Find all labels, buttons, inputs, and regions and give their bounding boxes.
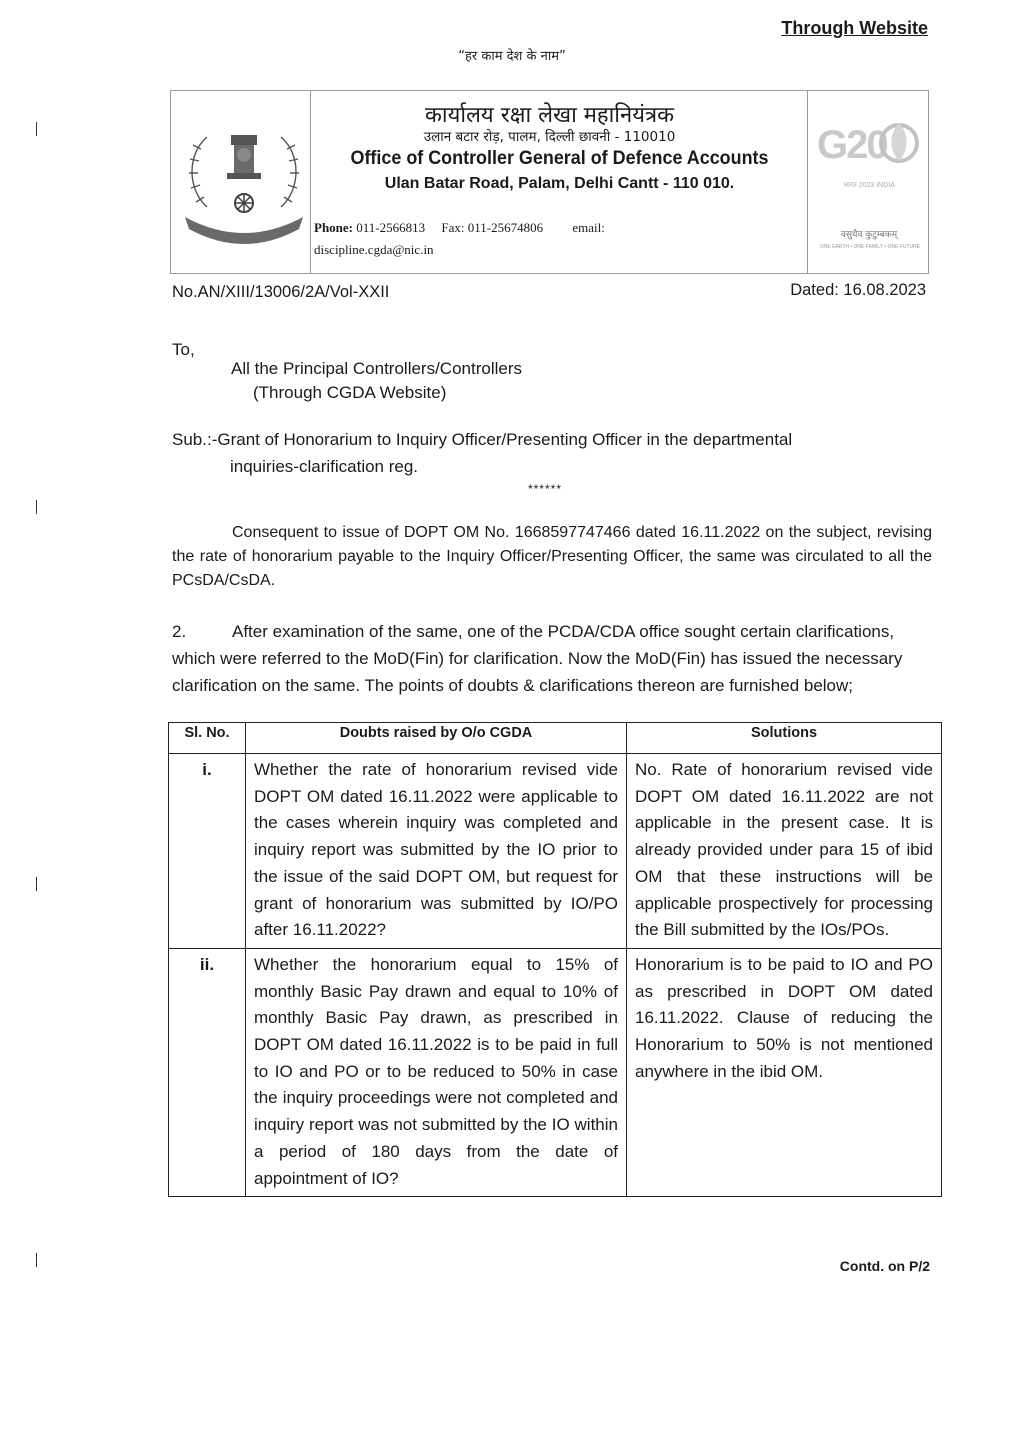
subject [172, 426, 932, 480]
row-doubt: Whether the honorarium equal to 15% of monthly Basic Pay drawn and equal to 10% of monthly Basic Pay drawn, as prescribed in DOPT OM dated 16.11.2022 is to be paid in full to IO and PO or to be reduced to 50% in case the inquiry proceedings were not completed and inquiry report was not submitted by the IO within a period of 180 days from the date of appointment of IO? [246, 948, 627, 1196]
subject-line-1: Sub.:-Grant of Honorarium to Inquiry Officer/Presenting Officer in the departmental [172, 430, 793, 449]
paragraph-2-number: 2. [172, 622, 187, 641]
cgda-emblem-icon [177, 109, 311, 249]
margin-mark [36, 500, 37, 514]
contact-details [314, 217, 624, 261]
table-row [169, 754, 942, 949]
phone-number: 011-2566813 [356, 220, 426, 235]
column-header-solutions: Solutions [627, 723, 942, 754]
g20-hindi-text: भारत 2023 INDIA [843, 182, 895, 189]
through-website-label: Through Website [781, 18, 928, 38]
row-solution: Honorarium is to be paid to IO and PO as prescribed in DOPT OM dated 16.11.2022. Clause of reducing the Honorarium to 50% is not mentioned anywhere in the ibid OM. [627, 948, 942, 1196]
fax-number: 011-25674806 [467, 220, 544, 235]
g20-logo [813, 97, 925, 267]
to-label: To, [172, 340, 195, 359]
fax-label: Fax: [441, 220, 465, 235]
email-label: email: [572, 220, 605, 235]
g20-motto-hindi: वसुधैव कुटुम्बकम् [840, 230, 898, 240]
subject-separator: ****** [528, 482, 563, 496]
column-header-doubts: Doubts raised by O/o CGDA [246, 723, 627, 754]
english-office-address: Ulan Batar Road, Palam, Delhi Cantt - 110 010. [384, 175, 735, 192]
paragraph-2-text: After examination of the same, one of the PCDA/CDA office sought certain clarifications, which were referred to the MoD(Fin) for clarification. Now the MoD(Fin) has issued the necessary clarification on the same. The points of doubts & clarifications thereon are furnished below; [172, 622, 903, 695]
paragraph-1: Consequent to issue of DOPT OM No. 1668597747466 dated 16.11.2022 on the subject, revising the rate of honorarium payable to the Inquiry Officer/Presenting Officer, the same was circulated to all the PCsDA/CsDA. [172, 524, 932, 589]
hindi-office-address: उलान बटार रोड़, पालम, दिल्ली छावनी - 110010 [423, 129, 676, 145]
column-header-sl-no: Sl. No. [169, 723, 246, 754]
margin-mark [36, 122, 37, 136]
addressee-line-1: All the Principal Controllers/Controllers [231, 359, 523, 378]
letterhead [170, 90, 929, 274]
paragraph-2 [172, 618, 932, 699]
addressee-line-2: (Through CGDA Website) [253, 383, 447, 402]
margin-mark [36, 1253, 37, 1267]
email-address: discipline.cgda@nic.in [314, 242, 434, 257]
g20-motto-english: ONE EARTH • ONE FAMILY • ONE FUTURE [819, 244, 921, 250]
row-solution: No. Rate of honorarium revised vide DOPT OM dated 16.11.2022 are not applicable in the present case. It is already provided under para 15 of ibid OM that these instructions will be applicable prospectively for processing the Bill submitted by the IOs/POs. [627, 754, 942, 949]
table-header-row [169, 723, 942, 754]
reference-number: No.AN/XIII/13006/2A/Vol-XXII [172, 283, 390, 301]
motto: “हर काम देश के नाम” [458, 49, 566, 64]
subject-line-2: inquiries-clarification reg. [230, 457, 419, 476]
letter-date: Dated: 16.08.2023 [790, 281, 926, 299]
row-sl-no: ii. [169, 948, 246, 1196]
g20-text: G20 [817, 123, 887, 167]
hindi-office-title: कार्यालय रक्षा लेखा महानियंत्रक [424, 103, 675, 128]
english-office-title: Office of Controller General of Defence Accounts [350, 147, 769, 169]
continued-note: Contd. on P/2 [839, 1258, 930, 1274]
clarifications-table [168, 722, 942, 1197]
phone-label: Phone: [314, 220, 353, 235]
row-doubt: Whether the rate of honorarium revised vide DOPT OM dated 16.11.2022 were applicable to the cases wherein inquiry was completed and inquiry report was submitted by the IO prior to the issue of the said DOPT OM, but request for grant of honorarium was submitted by IO/PO after 16.11.2022? [246, 754, 627, 949]
table-row [169, 948, 942, 1196]
margin-mark [36, 877, 37, 891]
addressee [231, 357, 522, 405]
row-sl-no: i. [169, 754, 246, 949]
lotus-globe-icon [877, 117, 921, 169]
